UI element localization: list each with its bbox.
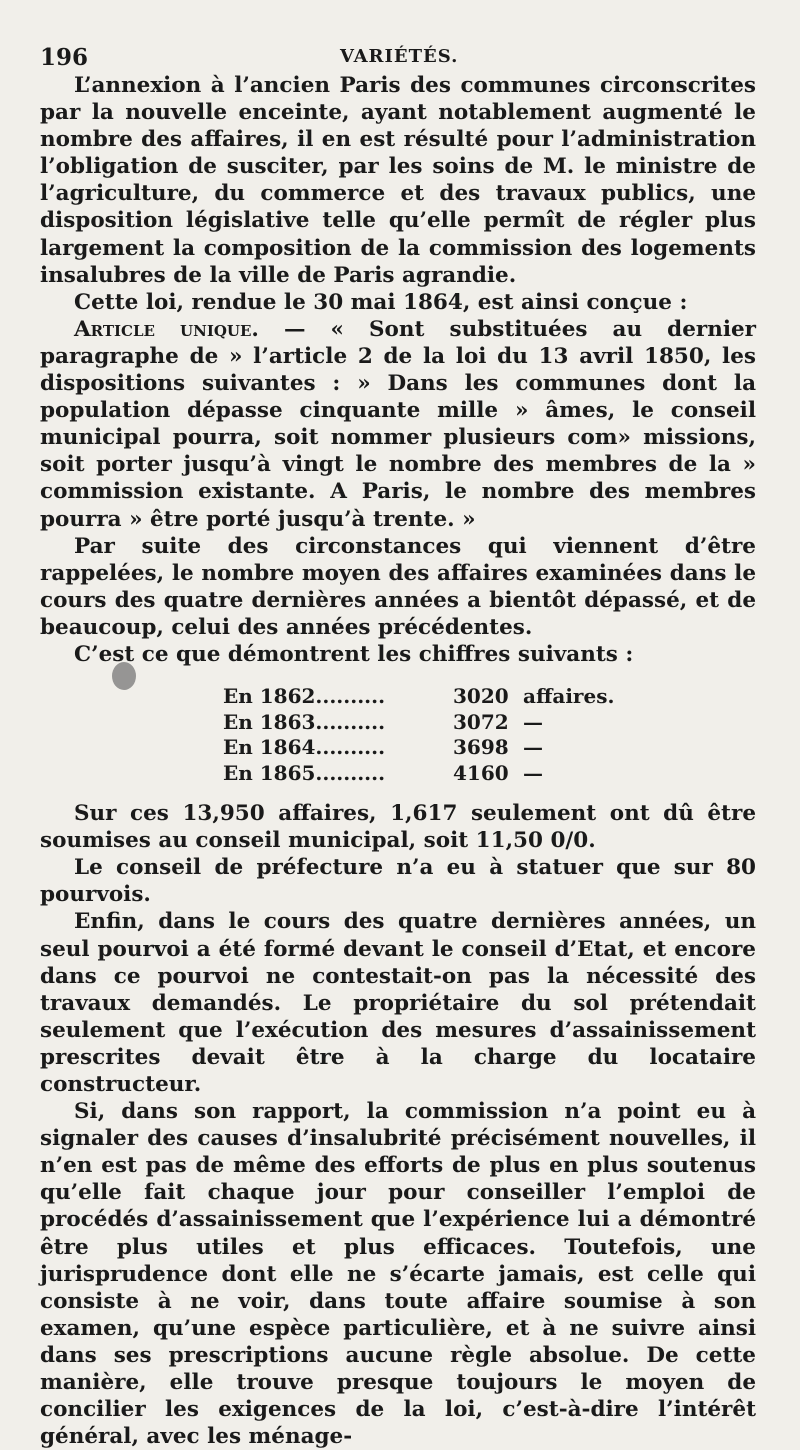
table-count: 4160 (453, 760, 509, 785)
table-count: 3020 (453, 684, 509, 709)
body-text-continued (40, 800, 756, 1450)
paragraph-prefecture: Le conseil de préfecture n’a eu à statuer que sur 80 pourvois. (40, 855, 756, 908)
table-year: En 1864.......... (223, 735, 386, 760)
book-page (40, 38, 757, 1450)
article-unique (40, 316, 756, 533)
table-row (223, 761, 756, 787)
paragraph-pourvoi: Enfin, dans le cours des quatre dernières années, un seul pourvoi a été formé devant le conseil d’Etat, et encore dans ce pourvoi ne contestait-on pas la nécessité des travaux demandés. Le propriétaire du sol prétendait seulement que l’exécution des mesures d’assainissement prescrites devait être à la charge du locataire constructeur. (40, 909, 756, 1097)
table-count: 3072 (453, 709, 509, 734)
table-row (223, 710, 756, 736)
paragraph-annexion: L’annexion à l’ancien Paris des communes circonscrites par la nouvelle enceinte, ayant notablement augmenté le nombre des affaires, il en est résulté pour l’administration l’obligation de susciter, par les soins de M. le ministre de l’agriculture, du commerce et des travaux publics, une disposition législative telle qu’elle permît de régler plus largement la composition de la commission des logements insalubres de la ville de Paris agrandie. (40, 73, 756, 288)
paragraph-chiffres: C’est ce que démontrent les chiffres suivants : (74, 641, 634, 667)
table-year: En 1862.......... (223, 684, 386, 709)
paragraph-rapport: Si, dans son rapport, la commission n’a point eu à signaler des causes d’insalubrité précisément nouvelles, il n’en est pas de même des efforts de plus en plus soutenus qu’elle fait chaque jour pour conseiller l’emploi de procédés d’assainissement que l’expérience lui a démontré être plus utiles et plus efficaces. Toutefois, une jurisprudence dont elle ne s’écarte jamais, est celle qui consiste à ne voir, dans toute affaire soumise à son examen, qu’une espèce particulière, et à ne suivre ainsi dans ses prescriptions aucune règle absolue. De cette manière, elle trouve presque toujours le moyen de concilier les exigences de la loi, c’est-à-dire l’intérêt général, avec les ménage- (40, 1099, 756, 1450)
table-row (223, 684, 756, 710)
table-row (223, 735, 756, 761)
table-unit: — (523, 735, 543, 760)
paragraph-circonstances: Par suite des circonstances qui viennent d’être rappelées, le nombre moyen des affaires examinées dans le cours des quatre dernières années a bientôt dépassé, et de beaucoup, celui des années précédentes. (40, 533, 756, 640)
page-number: 196 (40, 44, 89, 71)
affaires-table (40, 684, 756, 786)
paragraph-affaires: Sur ces 13,950 affaires, 1,617 seulement ont dû être soumises au conseil municipal, soit 11,50 0/0. (40, 801, 756, 854)
body-text (40, 72, 756, 668)
table-year: En 1863.......... (223, 709, 386, 734)
table-unit: — (523, 709, 543, 734)
article-text: — « Sont substituées au dernier paragraphe de » l’article 2 de la loi du 13 avril 1850, les dispositions suivantes : » Dans les communes dont la population dépasse cinquante mille » âmes, le conseil municipal pourra, soit nommer plusieurs com» missions, soit porter jusqu’à vingt le nombre des membres de la » commission existante. A Paris, le nombre des membres pourra » être porté jusqu’à trente. » (40, 316, 757, 532)
paragraph-loi: Cette loi, rendue le 30 mai 1864, est ainsi conçue : (74, 289, 688, 315)
running-head (40, 38, 756, 72)
table-unit: — (523, 760, 543, 785)
section-title: VARIÉTÉS. (340, 46, 459, 67)
table-unit: affaires. (523, 684, 615, 709)
table-count: 3698 (453, 735, 509, 760)
table-year: En 1865.......... (223, 760, 386, 785)
article-label: Article unique. (74, 316, 259, 342)
